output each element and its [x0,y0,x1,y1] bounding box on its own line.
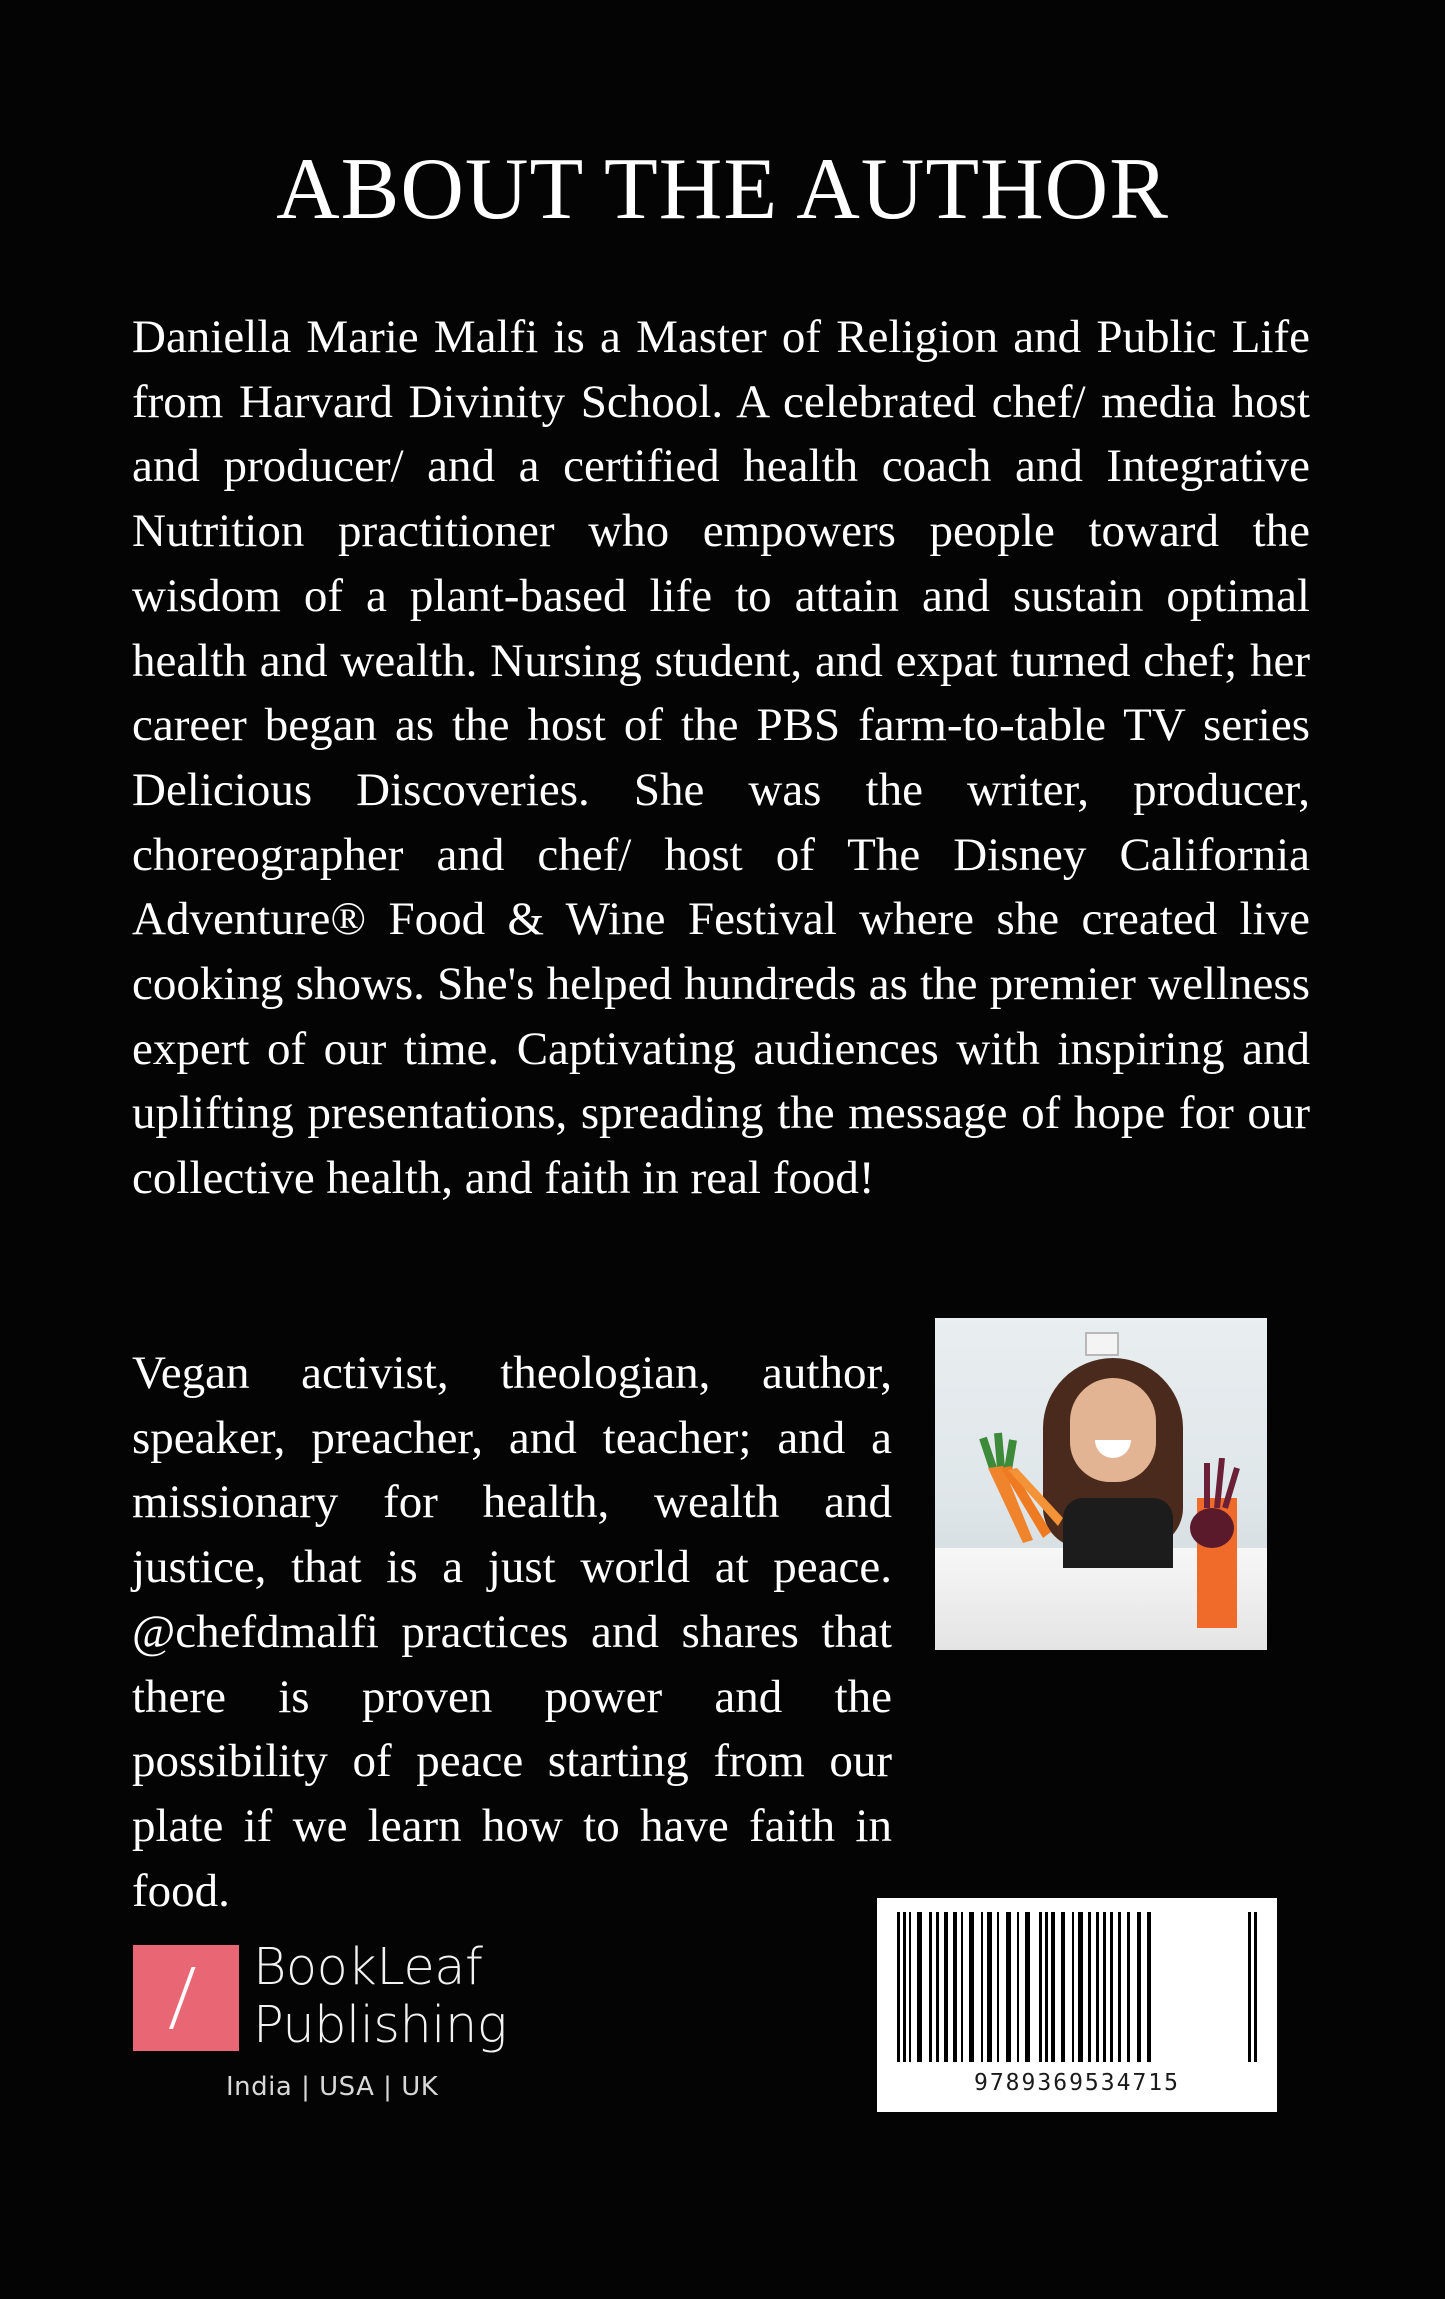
barcode-bar [997,1912,999,2062]
barcode-bar [1051,1912,1055,2062]
photo-top [1063,1498,1173,1568]
barcode-bar [1006,1912,1011,2062]
barcode-bar [1110,1912,1113,2062]
page-title: ABOUT THE AUTHOR [276,141,1169,238]
barcode-bar [944,1912,948,2062]
barcode-bar [1147,1912,1151,2062]
barcode-icon [893,1912,1261,2062]
barcode-bar [1103,1912,1106,2062]
photo-face [1070,1378,1156,1482]
bio-paragraph-2: Vegan activist, theologian, author, speaker, preacher, and teacher; and a missionary for health, wealth and justice, that is a just world at peace. @chefdmalfi practices and shares that there is proven power and the possibility of peace starting from our plate if we learn how to have faith in food. [132,1347,892,1917]
barcode-bar [1248,1912,1251,2062]
barcode-bar [1039,1912,1042,2062]
bio-paragraph-1: Daniella Marie Malfi is a Master of Religion and Public Life from Harvard Divinity School. A celebrated chef/ media host and producer/ and a certified health coach and Integrative Nutrition practitioner who empowers people toward the wisdom of a plant-based life to attain and sustain optimal health and wealth. Nursing student, and expat turned chef; her career began as the host of the PBS farm-to-table TV series Delicious Discoveries. She was the writer, producer, choreographer and chef/ host of The Disney California Adventure® Food & Wine Festival where she created live cooking shows. She's helped hundreds as the premier wellness expert of our time. Captivating audiences with inspiring and uplifting presentations, spreading the message of hope for our collective health, and faith in real food! [132,311,1310,1205]
publisher-countries: India | USA | UK [226,2072,439,2102]
barcode-bar [981,1912,983,2062]
barcode-bar [1137,1912,1141,2062]
barcode-bar [1045,1912,1048,2062]
barcode-bar [1127,1912,1130,2062]
isbn-number: 9789369534715 [973,2070,1180,2096]
beets-icon [1167,1458,1257,1558]
barcode-bar [1025,1912,1030,2062]
barcode-bar [969,1912,974,2062]
isbn-barcode [877,1898,1277,2112]
barcode-bar [1118,1912,1121,2062]
barcode-bar [936,1912,939,2062]
barcode-bar [1096,1912,1099,2062]
publisher-name-line-2: Publishing [253,1996,507,2055]
barcode-bar [903,1912,906,2062]
barcode-bar [929,1912,932,2062]
barcode-bar [1254,1912,1257,2062]
publisher-logo-mark [133,1945,239,2051]
barcode-bar [897,1912,900,2062]
author-photo [935,1318,1267,1650]
barcode-bar [961,1912,963,2062]
barcode-bar [953,1912,957,2062]
barcode-bar [1017,1912,1019,2062]
barcode-bar [909,1912,911,2062]
publisher-name [253,1939,553,2055]
barcode-bar [1088,1912,1091,2062]
slash-icon [169,1967,196,2029]
barcode-bar [1078,1912,1083,2062]
barcode-bar [987,1912,992,2062]
barcode-bar [1061,1912,1065,2062]
publisher-name-line-1: BookLeaf [253,1938,483,1997]
photo-wall-sign [1085,1332,1119,1356]
carrots-icon [953,1428,1073,1548]
barcode-bar [1072,1912,1074,2062]
barcode-bar [917,1912,922,2062]
